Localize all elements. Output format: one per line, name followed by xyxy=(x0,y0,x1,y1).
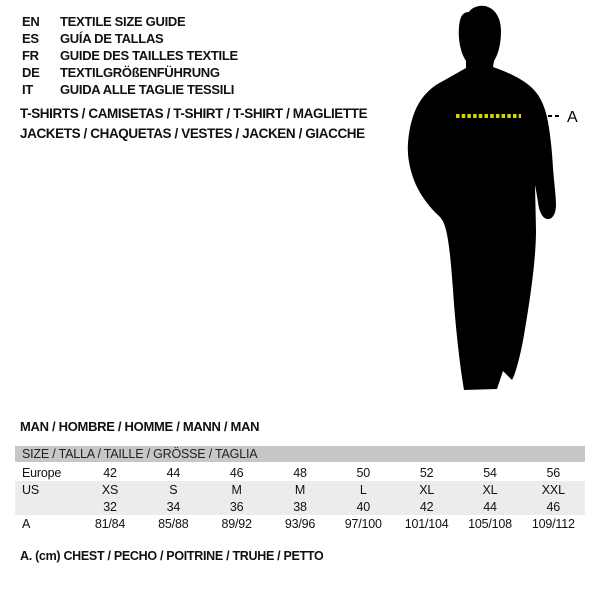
language-code: EN xyxy=(22,14,40,29)
language-row xyxy=(22,81,238,98)
cell: 109/112 xyxy=(531,516,575,531)
cell: S xyxy=(142,481,205,498)
cell: M xyxy=(205,481,268,498)
table-row-europe xyxy=(15,463,585,481)
language-code: IT xyxy=(22,82,33,97)
cell: 56 xyxy=(522,463,585,481)
cell: 44 xyxy=(142,463,205,481)
cell: 38 xyxy=(268,498,331,515)
table-row-a-chest xyxy=(15,515,585,532)
size-table-header-row xyxy=(15,446,585,463)
cell: 89/92 xyxy=(221,516,252,531)
table-row-us-letters xyxy=(15,481,585,498)
cell: 42 xyxy=(395,498,458,515)
size-table-header: SIZE / TALLA / TAILLE / GRÖSSE / TAGLIA xyxy=(15,446,585,463)
category-line-tshirts: T-SHIRTS / CAMISETAS / T-SHIRT / T-SHIRT / MAGLIETTE xyxy=(20,106,368,121)
cell: 40 xyxy=(332,498,395,515)
size-table xyxy=(15,446,585,532)
cell: 48 xyxy=(268,463,331,481)
cell: L xyxy=(332,481,395,498)
language-title: TEXTILE SIZE GUIDE xyxy=(60,14,186,29)
cell: 101/104 xyxy=(404,516,449,531)
garment-categories xyxy=(20,104,367,144)
row-label xyxy=(15,498,78,515)
language-title: GUIDA ALLE TAGLIE TESSILI xyxy=(60,82,235,97)
man-silhouette-figure xyxy=(400,0,600,400)
language-title: GUÍA DE TALLAS xyxy=(60,31,164,46)
man-silhouette xyxy=(408,6,556,390)
cell: 52 xyxy=(395,463,458,481)
cell: 44 xyxy=(458,498,521,515)
language-code: FR xyxy=(22,48,39,63)
cell: XS xyxy=(78,481,141,498)
cell: 93/96 xyxy=(284,516,316,531)
language-title: GUIDE DES TAILLES TEXTILE xyxy=(60,48,238,63)
cell: 46 xyxy=(522,498,585,515)
cell: 54 xyxy=(458,463,521,481)
language-title: TEXTILGRÖßENFÜHRUNG xyxy=(60,65,220,80)
language-row xyxy=(22,13,238,30)
cell: 36 xyxy=(205,498,268,515)
row-label: US xyxy=(15,481,78,498)
cell: 105/108 xyxy=(468,516,512,531)
cell: XL xyxy=(395,481,458,498)
cell: 32 xyxy=(78,498,141,515)
language-code: ES xyxy=(22,31,39,46)
cell: 81/84 xyxy=(94,516,126,531)
language-guide-list xyxy=(22,13,238,98)
cell: M xyxy=(268,481,331,498)
language-code: DE xyxy=(22,65,40,80)
category-line-jackets: JACKETS / CHAQUETAS / VESTES / JACKEN / GIACCHE xyxy=(20,126,365,141)
man-silhouette-svg xyxy=(400,0,600,400)
cell: 46 xyxy=(205,463,268,481)
cell: 85/88 xyxy=(158,516,189,531)
measure-label-a: A xyxy=(567,109,578,126)
row-label: A xyxy=(22,516,31,531)
cell: XL xyxy=(458,481,521,498)
cell: 34 xyxy=(142,498,205,515)
language-row xyxy=(22,30,238,47)
language-row xyxy=(22,47,238,64)
language-row xyxy=(22,64,238,81)
row-label: Europe xyxy=(15,463,78,481)
cell: 50 xyxy=(332,463,395,481)
measurement-footnote: A. (cm) CHEST / PECHO / POITRINE / TRUHE / PETTO xyxy=(20,549,324,563)
cell: 97/100 xyxy=(344,516,382,531)
table-row-us-numbers xyxy=(15,498,585,515)
cell: 42 xyxy=(78,463,141,481)
section-title-man: MAN / HOMBRE / HOMME / MANN / MAN xyxy=(20,419,260,434)
cell: XXL xyxy=(522,481,585,498)
